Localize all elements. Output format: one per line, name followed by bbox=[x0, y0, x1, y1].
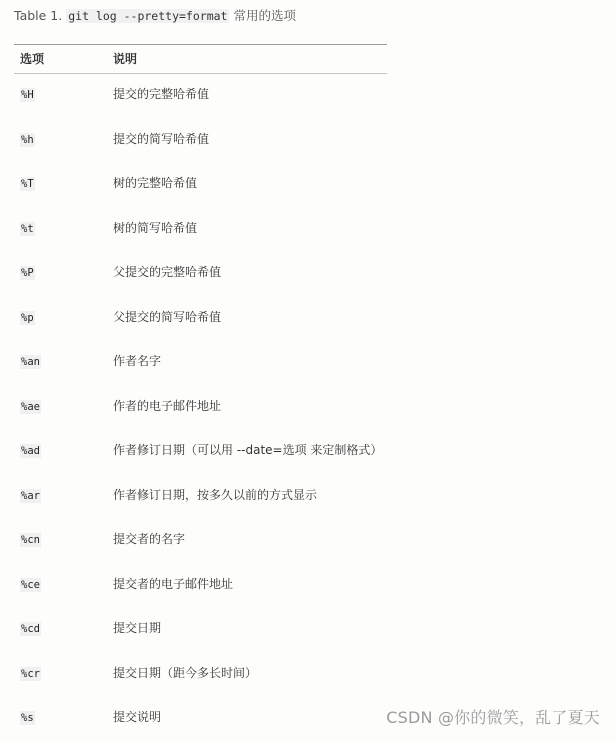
option-code: %p bbox=[21, 311, 34, 324]
table-row bbox=[14, 252, 387, 297]
option-description: 作者修订日期，按多久以前的方式显示 bbox=[113, 487, 318, 502]
table-row bbox=[14, 341, 387, 386]
option-code: %ar bbox=[21, 489, 40, 502]
option-code: %s bbox=[21, 712, 34, 724]
caption-prefix: Table 1. bbox=[14, 8, 63, 23]
table-body bbox=[14, 74, 387, 742]
watermark: CSDN @你的微笑，乱了夏天 bbox=[386, 708, 600, 727]
option-code: %ae bbox=[21, 400, 40, 413]
options-table bbox=[14, 44, 387, 742]
table-header-row bbox=[14, 45, 387, 74]
option-code: %cd bbox=[21, 623, 40, 635]
option-code: %ad bbox=[21, 445, 40, 457]
option-description: 提交的简写哈希值 bbox=[113, 131, 210, 146]
table-caption bbox=[14, 7, 296, 25]
table-row bbox=[14, 430, 387, 475]
option-description: 提交的完整哈希值 bbox=[113, 87, 210, 101]
option-code: %an bbox=[21, 356, 40, 368]
table-row bbox=[14, 208, 387, 253]
option-description: 提交说明 bbox=[113, 710, 162, 724]
table-row bbox=[14, 697, 387, 742]
option-code: %ce bbox=[21, 578, 40, 591]
option-code: %t bbox=[21, 222, 34, 235]
header-description: 说明 bbox=[113, 52, 138, 66]
table-row bbox=[14, 119, 387, 164]
option-description: 父提交的简写哈希值 bbox=[113, 309, 222, 324]
option-description: 提交者的名字 bbox=[113, 532, 186, 546]
option-description: 提交者的电子邮件地址 bbox=[113, 576, 234, 591]
table-row bbox=[14, 564, 387, 609]
table-row bbox=[14, 74, 387, 119]
table-row bbox=[14, 163, 387, 208]
option-code: %H bbox=[21, 89, 34, 101]
option-description: 作者名字 bbox=[113, 354, 162, 368]
option-description: 树的完整哈希值 bbox=[113, 176, 198, 190]
table-row bbox=[14, 653, 387, 698]
option-code: %P bbox=[21, 267, 34, 279]
table-row bbox=[14, 386, 387, 431]
caption-command: git log --pretty=format bbox=[68, 9, 228, 23]
table-row bbox=[14, 475, 387, 520]
option-description: 父提交的完整哈希值 bbox=[113, 265, 222, 279]
option-code: %h bbox=[21, 133, 34, 146]
table-row bbox=[14, 519, 387, 564]
option-description: 提交日期 bbox=[113, 621, 162, 635]
header-option: 选项 bbox=[20, 52, 45, 66]
table-row bbox=[14, 608, 387, 653]
option-code: %cn bbox=[21, 534, 40, 546]
option-code: %cr bbox=[21, 667, 40, 680]
option-code: %T bbox=[21, 178, 34, 190]
caption-suffix: 常用的选项 bbox=[233, 8, 296, 23]
table-row bbox=[14, 297, 387, 342]
option-description: 作者的电子邮件地址 bbox=[113, 398, 222, 413]
option-description: 树的简写哈希值 bbox=[113, 220, 198, 235]
option-description: 作者修订日期（可以用 --date=选项 来定制格式） bbox=[113, 443, 383, 457]
option-description: 提交日期（距今多长时间） bbox=[113, 665, 258, 680]
